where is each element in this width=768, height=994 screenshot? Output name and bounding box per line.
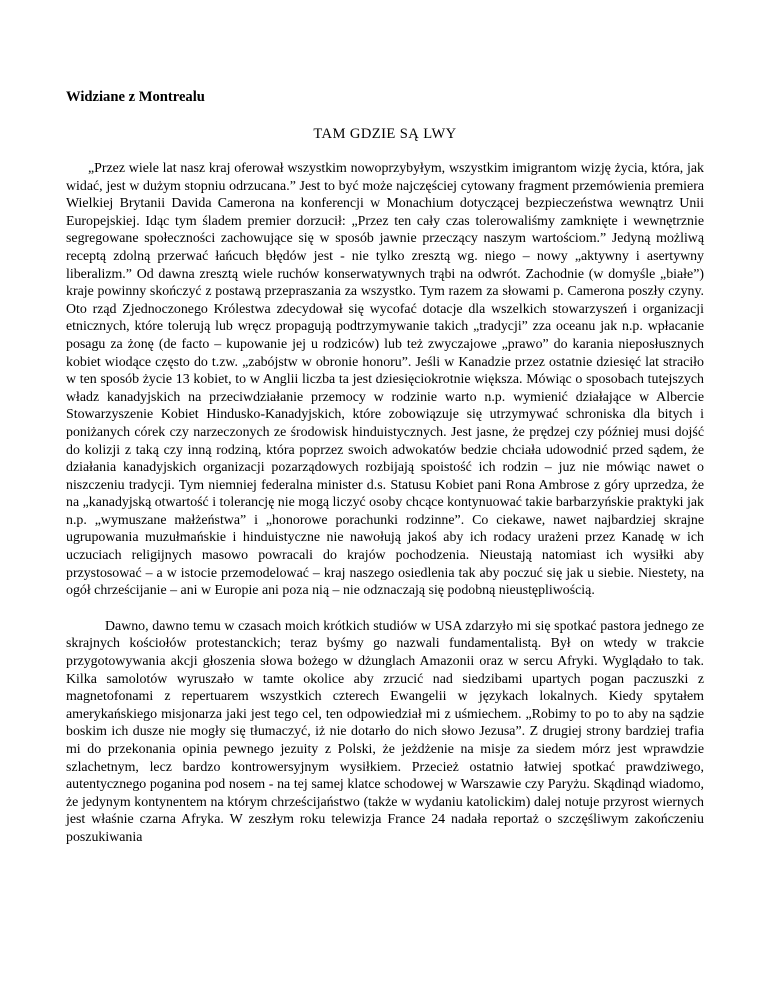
document-page xyxy=(66,88,704,847)
paragraph-2: Dawno, dawno temu w czasach moich krótkich studiów w USA zdarzyło mi się spotkać pastora jednego ze skrajnych kościołów protestanckich; teraz byśmy go nazwali fundamentalistą. Był on wtedy w trakcie przygotowywania akcji głoszenia słowa bożego w dżunglach Amazonii oraz w sercu Afryki. Wyglądało to tak. Kilka samolotów wyruszało w tamte okolice aby zrzucić nad siedzibami upartych pogan paczuszki z magnetofonami z repertuarem wszystkich czterech Ewangelii w językach lokalnych. Kiedy spytałem amerykańskiego misjonarza jaki jest tego cel, ten odpowiedział mi z uśmiechem. „Robimy to po to aby na sądzie boskim ich dusze nie mogły się tłumaczyć, iż nie dotarło do nich słowo Jezusa”. Z drugiej strony bardziej trafia mi do przekonania opinia pewnego jezuity z Polski, że jeżdżenie na misje za siedem mórz jest wprawdzie szlachetnym, lecz bardzo kontrowersyjnym wysiłkiem. Przecież ostatnio łatwiej spotkać prawdziwego, autentycznego poganina pod nosem - na tej samej klatce schodowej w Warszawie czy Paryżu. Skądinąd wiadomo, że jedynym kontynentem na którym chrześcijaństwo (także w wydaniu katolickim) dalej notuje przyrost wiernych jest właśnie czarna Afryka. W zeszłym roku telewizja France 24 nadała reportaż o szczęśliwym zakończeniu poszukiwania xyxy=(66,618,704,845)
paragraph-1: „Przez wiele lat nasz kraj oferował wszystkim nowoprzybyłym, wszystkim imigrantom wizję życia, która, jak widać, jest w dużym stopniu odrzucana.” Jest to być może najczęściej cytowany fragment przemówienia premiera Wielkiej Brytanii Davida Camerona na konferencji w Monachium dotyczącej bezpieczeństwa wewnątrz Unii Europejskiej. Idąc tym śladem premier dorzucił: „Przez ten cały czas tolerowaliśmy zamknięte i wewnętrznie segregowane społeczności zachowujące się w sposób jawnie przeczący naszym wartościom.” Jedyną możliwą receptą zdolną przerwać łańcuch błędów jest - nie tylko zresztą wg. niego – nowy „aktywny i asertywny liberalizm.” Od dawna zresztą wiele ruchów konserwatywnych trąbi na odwrót. Zachodnie (w domyśle „białe”) kraje powinny skończyć z postawą przepraszania za wszystko. Tym razem za słowami p. Camerona poszły czyny. Oto rząd Zjednoczonego Królestwa zdecydował się wycofać dotacje dla wszelkich stowarzyszeń i organizacji etnicznych, które tolerują lub wręcz propagują podtrzymywanie takich „tradycji” zza oceanu jak n.p. wpłacanie posagu za żonę (de facto – kupowanie jej u rodziców) lub też zwyczajowe „prawo” do karania nieposłusznych kobiet wiodące często do t.zw. „zabójstw w obronie honoru”. Jeśli w Kanadzie przez ostatnie dziesięć lat straciło w ten sposób życie 13 kobiet, to w Anglii liczba ta jest dziesięciokrotnie większa. Mówiąc o sposobach tutejszych władz kanadyjskich na przeciwdziałanie przemocy w rodzinie warto n.p. wymienić działające w Albercie Stowarzyszenie Kobiet Hindusko-Kanadyjskich, które zobowiązuje się utrzymywać schroniska dla bitych i poniżanych córek czy narzeczonych ze środowisk hinduistycznych. Jest jasne, że prędzej czy później musi dojść do kolizji z taką czy inną rodziną, która poprzez swoich adwokatów bedzie chciała udowodnić przed sądem, że działania kanadyjskich organizacji pozarządowych rozbijają spoistość ich rodzin – juz nie mówiąc nawet o niszczeniu tradycji. Tym niemniej federalna minister d.s. Statusu Kobiet pani Rona Ambrose z góry uprzedza, że na „kanadyjską otwartość i tolerancję nie mogą liczyć osoby chcące kontynuować takie barbarzyńskie praktyki jak n.p. „wymuszane małżeństwa” i „honorowe porachunki rodzinne”. Co ciekawe, nawet najbardziej skrajne ugrupowania muzułmańskie i hinduistyczne nie nawołują jakoś aby ich rodacy urażeni przez Kanadę w ich uczuciach religijnych masowo powracali do krajów pochodzenia. Nieustają natomiast ich wysiłki aby przystosować – a w istocie przemodelować – kraj naszego osiedlenia tak aby poczuć się jak u siebie. Niestety, na ogół chrześcijanie – ani w Europie ani poza nią – nie odznaczają się podobną nieustępliwością. xyxy=(66,161,704,599)
article-title: TAM GDZIE SĄ LWY xyxy=(313,126,457,142)
section-title: Widziane z Montrealu xyxy=(66,89,205,105)
